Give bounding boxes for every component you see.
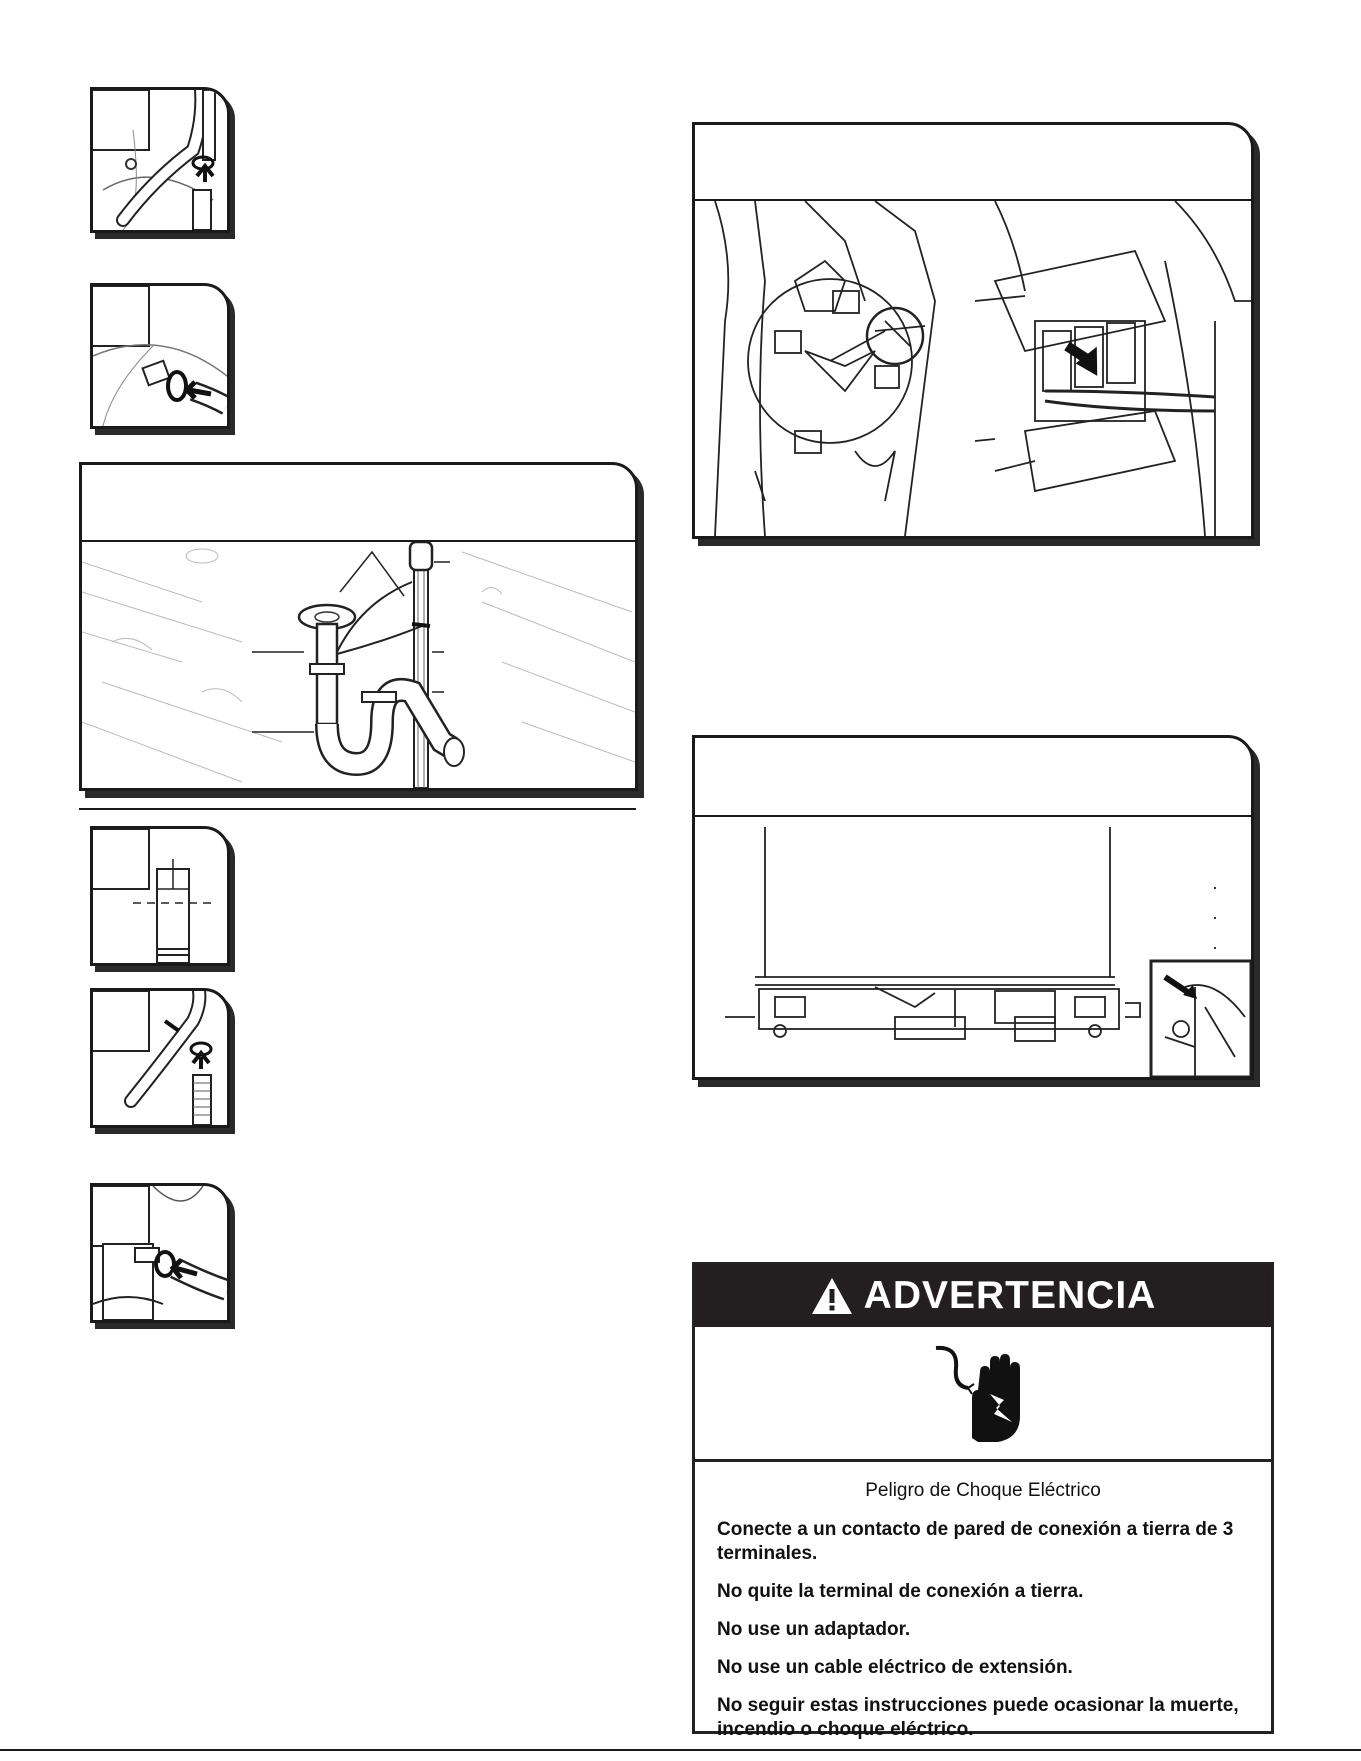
illustration-dishwasher-front-panel [692,735,1254,1080]
warning-title: ADVERTENCIA [863,1274,1157,1317]
illustration-electrical-box-panel [692,122,1254,539]
warning-line-4: No use un cable eléctrico de extensión. [717,1657,1073,1678]
warning-subtitle: Peligro de Choque Eléctrico [865,1480,1101,1501]
warning-line-1: Conecte a un contacto de pared de conexión a tierra de 3 terminales. [717,1519,1234,1564]
illustration-hose-connection-3 [90,988,230,1128]
illustration-hose-connection-2 [90,283,230,429]
footer-rule [0,1749,1361,1751]
warning-box [692,1262,1274,1740]
illustration-hose-connection-1 [90,87,230,233]
electric-shock-hand-icon [928,1338,1038,1448]
illustration-hose-cut [90,826,230,966]
illustration-drain-panel [79,462,638,791]
illustration-hose-connection-4 [90,1183,230,1323]
warning-line-3: No use un adaptador. [717,1619,911,1640]
warning-header [695,1265,1271,1327]
section-divider [79,808,636,810]
warning-icon-area [695,1327,1271,1462]
warning-line-2: No quite la terminal de conexión a tierra. [717,1581,1084,1602]
warning-triangle-icon [810,1276,854,1316]
warning-line-5: No seguir estas instrucciones puede ocasionar la muerte, incendio o choque eléctrico. [717,1695,1239,1740]
